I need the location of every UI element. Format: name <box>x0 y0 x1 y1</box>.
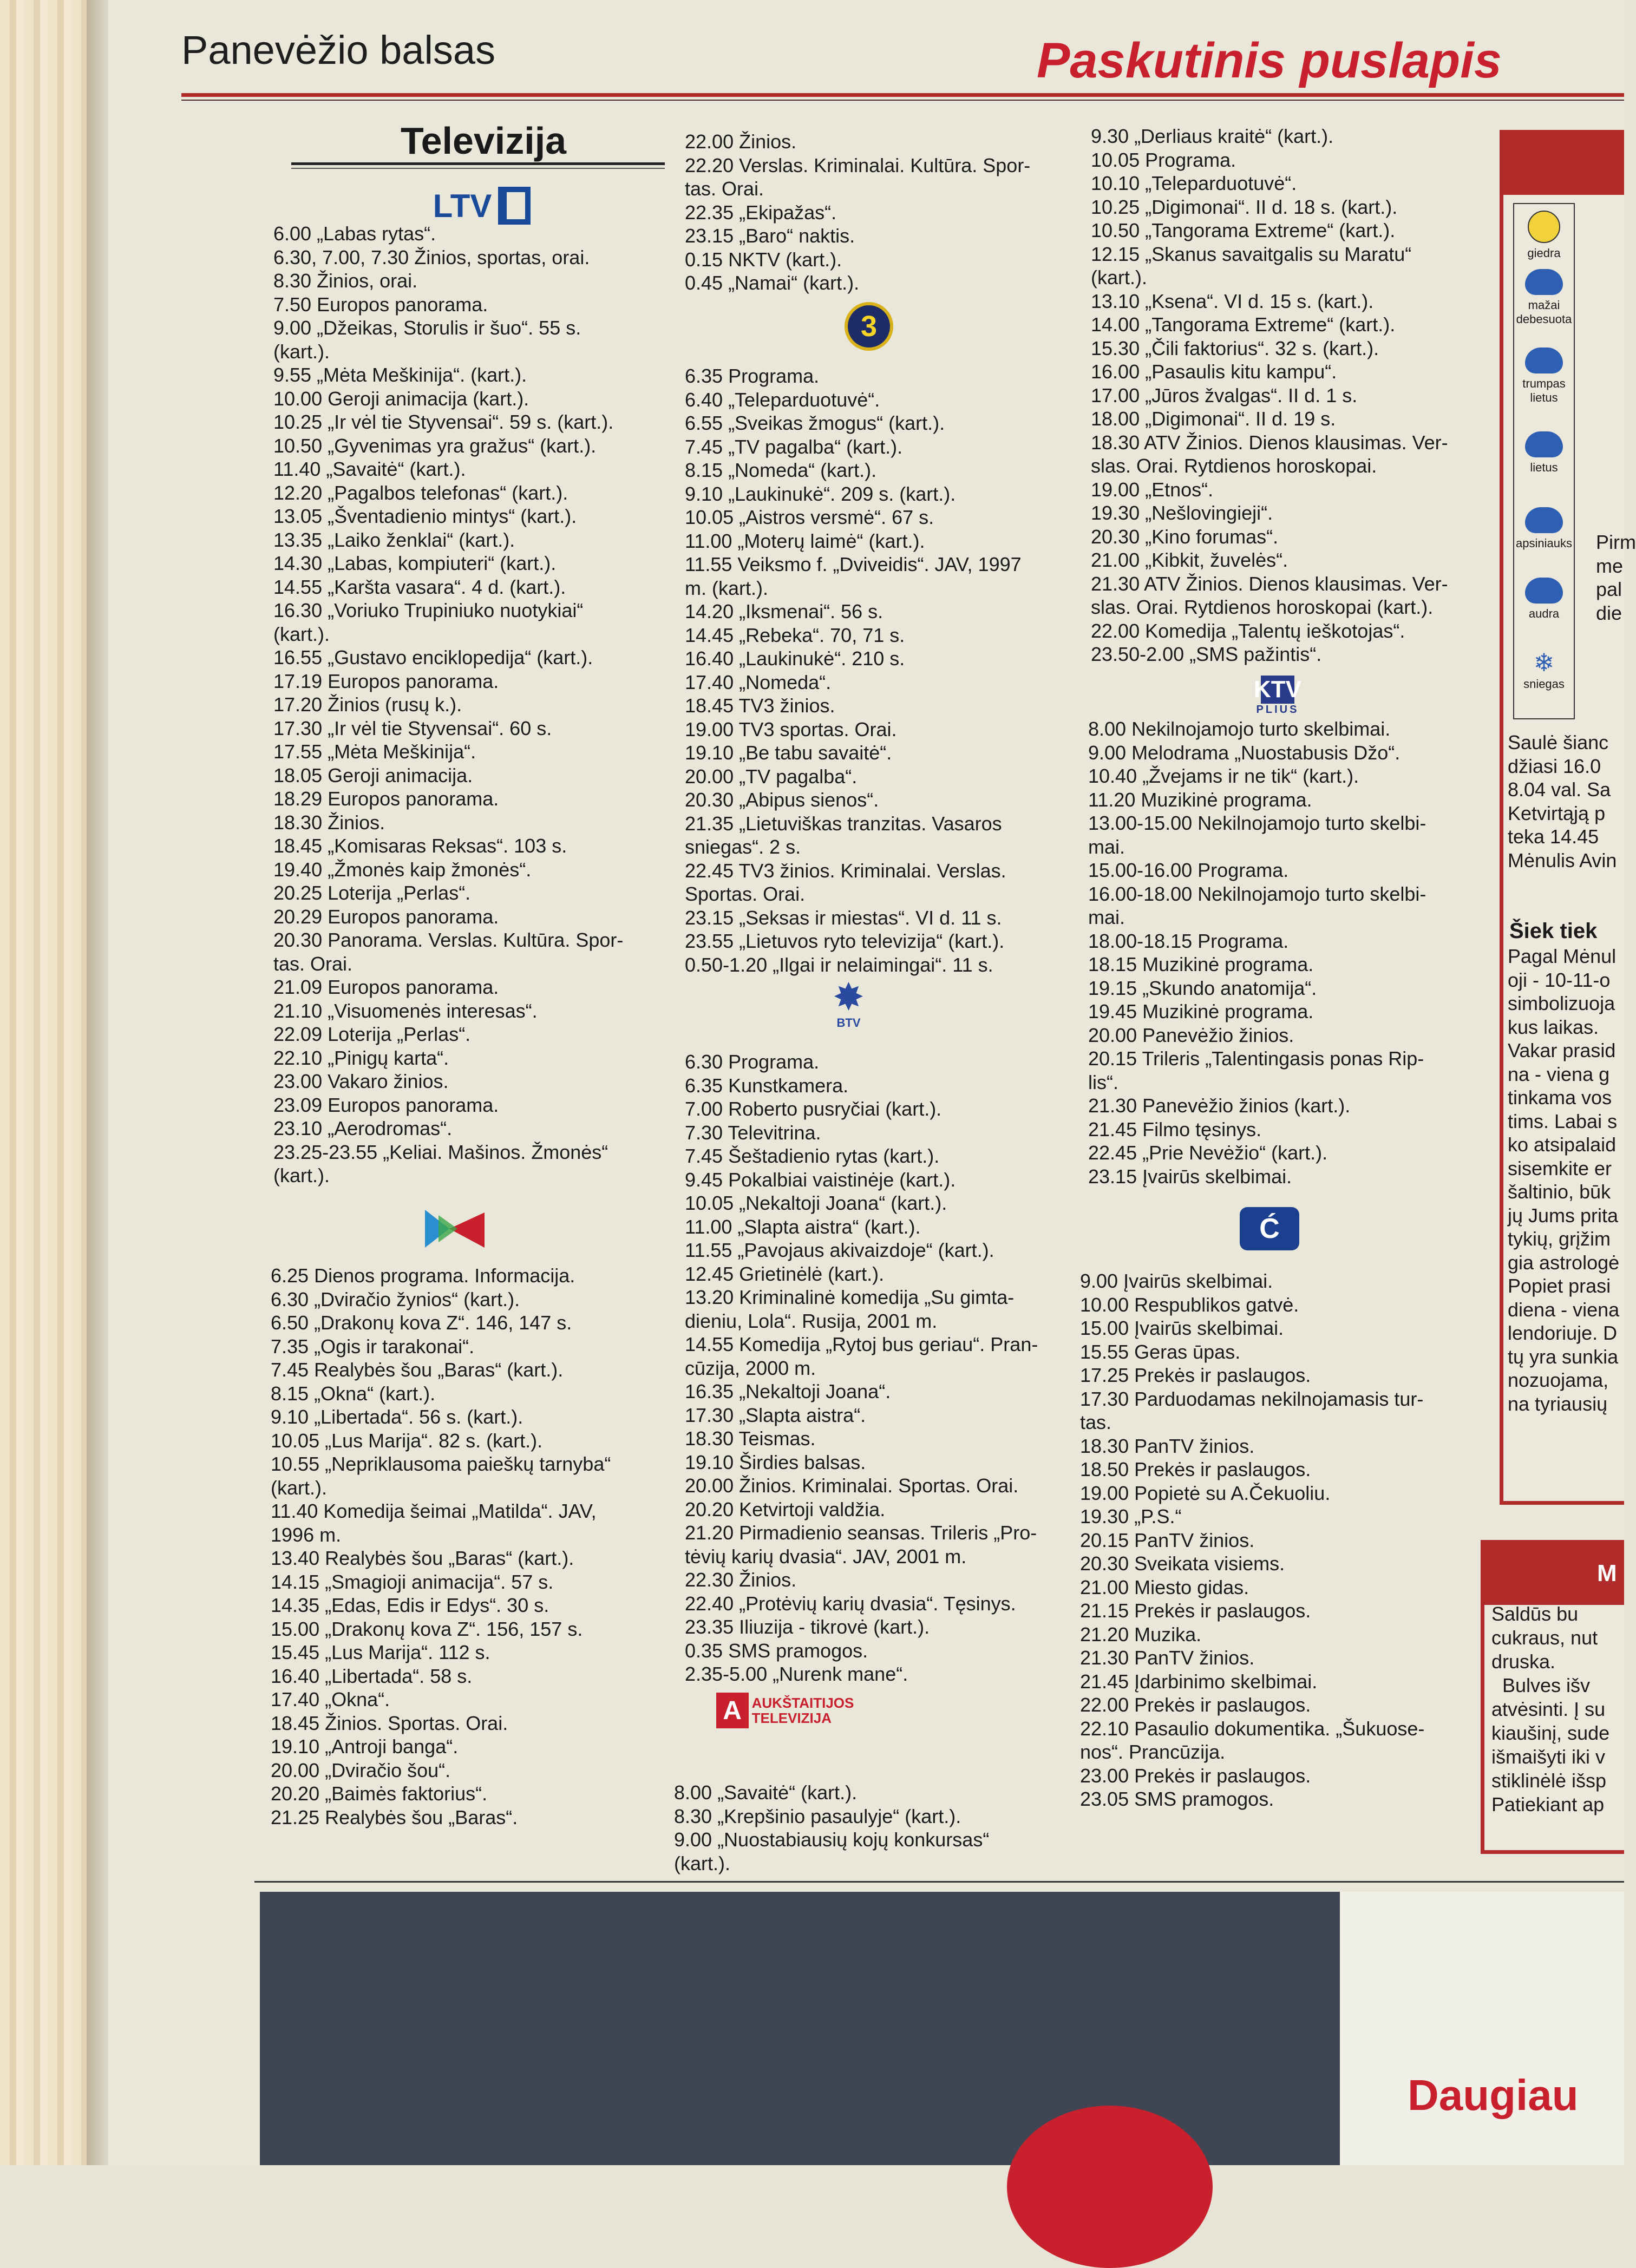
partly-cloudy-icon <box>1525 269 1563 295</box>
newspaper-binding <box>0 0 95 2165</box>
storm-icon <box>1525 578 1563 604</box>
btv-schedule: 6.30 Programa. 6.35 Kunstkamera. 7.00 Roberto pusryčiai (kart.). 7.30 Televitrina. 7.45 Šeštadienio rytas (kart.). 9.45 Pokalbiai vaistinėje (kart.). 10.05 „Nekaltoji Joana“ (kart.). 11.00 „Slapta aistra“ (kart.). 11.55 „Pavojaus akivaizdoje“ (kart.). 12.45 Grietinėlė (kart.). 13.20 Kriminalinė komedija „Su gimta- dieniu, Lola“. Rusija, 2001 m. 14.55 Komedija „Rytoj bus geriau“. Pran- cūzija, 2000 m. 16.35 „Nekaltoji Joana“. 17.30 „Slapta aistra“. 18.30 Teismas. 19.10 Širdies balsas. 20.00 Žinios. Kriminalai. Sportas. Orai. 20.20 Ketvirtoji valdžia. 21.20 Pirmadienio seansas. Trileris „Pro- tėvių karių dvasia“. JAV, 2001 m. 22.30 Žinios. 22.40 „Protėvių karių dvasia“. Tęsinys. 23.35 Iliuzija - tikrovė (kart.). 0.35 SMS pramogos. 2.35-5.00 „Nurenk mane“. <box>685 1051 1038 1685</box>
bottom-rule <box>254 1881 1624 1883</box>
btv-logo <box>826 974 872 1034</box>
overcast-icon <box>1525 507 1563 533</box>
btv-star-icon: ✸ <box>833 976 865 1018</box>
tv3-logo: 3 <box>845 302 893 351</box>
atv-schedule: 8.00 „Savaitė“ (kart.). 8.30 „Krepšinio pasaulyje“ (kart.). 9.00 „Nuostabiausių kojų konkursas“ (kart.). <box>674 1781 990 1874</box>
weather-legend-storm: audra <box>1514 578 1574 621</box>
atv-logo-mark: A <box>716 1693 749 1728</box>
tv3-schedule: 6.35 Programa. 6.40 „Teleparduotuvė“. 6.55 „Sveikas žmogus“ (kart.). 7.45 „TV pagalba“ (kart.). 8.15 „Nomeda“ (kart.). 9.10 „Laukinukė“. 209 s. (kart.). 10.05 „Aistros versmė“. 67 s. 11.00 „Moterų laimė“ (kart.). 11.55 Veiksmo f. „Dviveidis“. JAV, 1997 m. (kart.). 14.20 „Iksmenai“. 56 s. 14.45 „Rebeka“. 70, 71 s. 16.40 „Laukinukė“. 210 s. 17.40 „Nomeda“. 18.45 TV3 žinios. 19.00 TV3 sportas. Orai. 19.10 „Be tabu savaitė“. 20.00 „TV pagalba“. 20.30 „Abipus sienos“. 21.35 „Lietuviškas tranzitas. Vasaros sniegas“. 2 s. 22.45 TV3 žinios. Kriminalai. Verslas. Sportas. Orai. 23.15 „Seksas ir miestas“. VI d. 11 s. 23.55 „Lietuvos ryto televizija“ (kart.). 0.50-1.20 „Ilgai ir nelaimingai“. 11 s. <box>685 365 1022 976</box>
snow-icon: ❄ <box>1533 648 1555 677</box>
ltv-logo-icon <box>498 187 531 225</box>
atv-logo-line1: AUKŠTAITIJOS <box>751 1695 854 1711</box>
weather-header-band <box>1500 130 1624 195</box>
ktv-logo-text: KTV <box>1254 676 1301 703</box>
tv-section-title: Televizija <box>401 120 567 162</box>
ktv-schedule: 8.00 Nekilnojamojo turto skelbimai. 9.00 Melodrama „Nuostabusis Džo“. 10.40 „Žvejams ir ne tik“ (kart.). 11.20 Muzikinė programa. 13.00-15.00 Nekilnojamojo turto skelbi- mai. 15.00-16.00 Programa. 16.00-18.00 Nekilnojamojo turto skelbi- mai. 18.00-18.15 Programa. 18.15 Muzikinė programa. 19.15 „Skundo anatomija“. 19.45 Muzikinė programa. 20.00 Panevėžio žinios. 20.15 Trileris „Talentingasis ponas Rip- lis“. 21.30 Panevėžio žinios (kart.). 21.45 Filmo tęsinys. 22.45 „Prie Nevėžio“ (kart.). 23.15 Įvairūs skelbimai. <box>1088 718 1426 1188</box>
atv-schedule-continued: 9.30 „Derliaus kraitė“ (kart.). 10.05 Programa. 10.10 „Teleparduotuvė“. 10.25 „Digimonai“. II d. 18 s. (kart.). 10.50 „Tangorama Extreme“ (kart.). 12.15 „Skanus savaitgalis su Maratu“ (kart.). 13.10 „Ksena“. VI d. 15 s. (kart.). 14.00 „Tangorama Extreme“ (kart.). 15.30 „Čili faktorius“. 32 s. (kart.). 16.00 „Pasaulis kitu kampu“. 17.00 „Jūros žvalgas“. II d. 1 s. 18.00 „Digimonai“. II d. 19 s. 18.30 ATV Žinios. Dienos klausimas. Ver- slas. Orai. Rytdienos horoskopai. 19.00 „Etnos“. 19.30 „Nešlovingieji“. 20.30 „Kino forumas“. 21.00 „Kibkit, žuvelės“. 21.30 ATV Žinios. Dienos klausimas. Ver- slas. Orai. Rytdienos horoskopai (kart.). 22.00 Komedija „Talentų ieškotojas“. 23.50-2.00 „SMS pažintis“. <box>1091 125 1448 665</box>
header-rule <box>181 93 1624 97</box>
astrology-text: Pagal Mėnul oji - 10-11-o simbolizuoja kus laikas. Vakar prasid na - viena g tinkama vos tims. Labai s ko atsipalaid sisemkite er šaltinio, būk jų Jums prita tykių, grįžim gia astrologė Popiet prasi diena - viena lendoriuje. D tų yra sunkia nozuojama, na tyriausių <box>1508 945 1620 1415</box>
lnk-schedule-continued: 22.00 Žinios. 22.20 Verslas. Kriminalai. Kultūra. Spor- tas. Orai. 22.35 „Ekipažas“. 23.15 „Baro“ naktis. 0.15 NKTV (kart.). 0.45 „Namai“ (kart.). <box>685 130 1031 294</box>
weather-legend <box>1513 203 1575 719</box>
weather-legend-clear: giedra <box>1514 211 1574 260</box>
sun-icon <box>1528 211 1560 243</box>
ltv-logo-text: LTV <box>433 187 492 224</box>
atv-logo <box>698 1689 872 1732</box>
section-rule <box>291 162 665 165</box>
pantv-schedule: 9.00 Įvairūs skelbimai. 10.00 Respublikos gatvė. 15.00 Įvairūs skelbimai. 15.55 Geras ūpas. 17.25 Prekės ir paslaugos. 17.30 Parduodamas nekilnojamasis tur- tas. 18.30 PanTV žinios. 18.50 Prekės ir paslaugos. 19.00 Popietė su A.Čekuoliu. 19.30 „P.S.“ 20.15 PanTV žinios. 20.30 Sveikata visiems. 21.00 Miesto gidas. 21.15 Prekės ir paslaugos. 21.20 Muzika. 21.30 PanTV žinios. 21.45 Įdarbinimo skelbimai. 22.00 Prekės ir paslaugos. 22.10 Pasaulio dokumentika. „Šukuose- nos“. Prancūzija. 23.00 Prekės ir paslaugos. 23.05 SMS pramogos. <box>1080 1270 1425 1810</box>
lnk-schedule: 6.25 Dienos programa. Informacija. 6.30 „Dviračio žynios“ (kart.). 6.50 „Drakonų kova Z“. 146, 147 s. 7.35 „Ogis ir tarakonai“. 7.45 Realybės šou „Baras“ (kart.). 8.15 „Okna“ (kart.). 9.10 „Libertada“. 56 s. (kart.). 10.05 „Lus Marija“. 82 s. (kart.). 10.55 „Nepriklausoma paieškų tarnyba“ (kart.). 11.40 Komedija šeimai „Matilda“. JAV, 1996 m. 13.40 Realybės šou „Baras“ (kart.). 14.15 „Smagioji animacija“. 57 s. 14.35 „Edas, Edis ir Edys“. 30 s. 15.00 „Drakonų kova Z“. 156, 157 s. 15.45 „Lus Marija“. 112 s. 16.40 „Libertada“. 58 s. 17.40 „Okna“. 18.45 Žinios. Sportas. Orai. 19.10 „Antroji banga“. 20.00 „Dviračio šou“. 20.20 „Baimės faktorius“. 21.25 Realybės šou „Baras“. <box>271 1264 611 1828</box>
advertisement-circle <box>1007 2106 1213 2268</box>
weather-legend-snow: ❄ sniegas <box>1514 648 1574 691</box>
advertisement-headline: Daugiau <box>1408 2071 1579 2119</box>
newspaper-name: Panevėžio balsas <box>181 28 496 73</box>
astrology-heading: Šiek tiek <box>1509 919 1598 943</box>
page-section-title: Paskutinis puslapis <box>1037 33 1502 88</box>
weather-legend-overcast: apsiniauks <box>1514 507 1574 550</box>
section-rule-thin <box>291 168 665 169</box>
weather-legend-rain: lietus <box>1514 431 1574 475</box>
btv-logo-text: BTV <box>836 1016 861 1030</box>
ltv-schedule: 6.00 „Labas rytas“. 6.30, 7.00, 7.30 Žinios, sportas, orai. 8.30 Žinios, orai. 7.50 Europos panorama. 9.00 „Džeikas, Storulis ir šuo“. 55 s. (kart.). 9.55 „Mėta Meškinija“. (kart.). 10.00 Geroji animacija (kart.). 10.25 „Ir vėl tie Styvensai“. 59 s. (kart.). 10.50 „Gyvenimas yra gražus“ (kart.). 11.40 „Savaitė“ (kart.). 12.20 „Pagalbos telefonas“ (kart.). 13.05 „Šventadienio mintys“ (kart.). 13.35 „Laiko ženklai“ (kart.). 14.30 „Labas, kompiuteri“ (kart.). 14.55 „Karšta vasara“. 4 d. (kart.). 16.30 „Voriuko Trupiniuko nuotykiai“ (kart.). 16.55 „Gustavo enciklopedija“ (kart.). 17.19 Europos panorama. 17.20 Žinios (rusų k.). 17.30 „Ir vėl tie Styvensai“. 60 s. 17.55 „Mėta Meškinija“. 18.05 Geroji animacija. 18.29 Europos panorama. 18.30 Žinios. 18.45 „Komisaras Reksas“. 103 s. 19.40 „Žmonės kaip žmonės“. 20.25 Loterija „Perlas“. 20.29 Europos panorama. 20.30 Panorama. Verslas. Kultūra. Spor- tas. Orai. 21.09 Europos panorama. 21.10 „Visuomenės interesas“. 22.09 Loterija „Perlas“. 22.10 „Pinigų karta“. 23.00 Vakaro žinios. 23.09 Europos panorama. 23.10 „Aerodromas“. 23.25-23.55 „Keliai. Mašinos. Žmonės“ (kart.). <box>273 222 624 1187</box>
lnk-logo <box>420 1204 490 1253</box>
atv-logo-text <box>752 1695 854 1726</box>
weather-legend-showers: trumpas lietus <box>1514 348 1574 405</box>
advertisement-light-panel <box>1340 1892 1624 2165</box>
ktv-logo-sub: PLIUS <box>1256 703 1299 716</box>
pantv-logo <box>1234 1202 1305 1256</box>
atv-logo-line2: TELEVIZIJA <box>751 1710 832 1726</box>
header-rule-thin <box>181 100 1624 101</box>
pantv-logo-icon: Ć <box>1240 1207 1299 1250</box>
ktv-logo-row <box>1254 676 1301 704</box>
lnk-logo-icon <box>420 1204 490 1253</box>
weather-text-fragment: Pirm me pal die <box>1596 531 1636 624</box>
ktv-logo <box>1221 674 1334 717</box>
showers-icon <box>1525 348 1563 373</box>
sun-moon-text: Saulė šianc džiasi 16.0 8.04 val. Sa Ketvirtąją p teka 14.45 Mėnulis Avin <box>1508 731 1617 871</box>
recipe-text: Saldūs bu cukraus, nut druska. Bulves išv atvėsinti. Į su kiaušinį, sude išmaišyti iki v stiklinėlė išsp Patiekiant ap <box>1491 1603 1610 1815</box>
rain-icon <box>1525 431 1563 457</box>
weather-legend-partly-cloudy: mažai debesuota <box>1514 269 1574 326</box>
advertisement-dark-panel <box>260 1892 1340 2165</box>
recipe-title: M <box>1597 1560 1617 1587</box>
